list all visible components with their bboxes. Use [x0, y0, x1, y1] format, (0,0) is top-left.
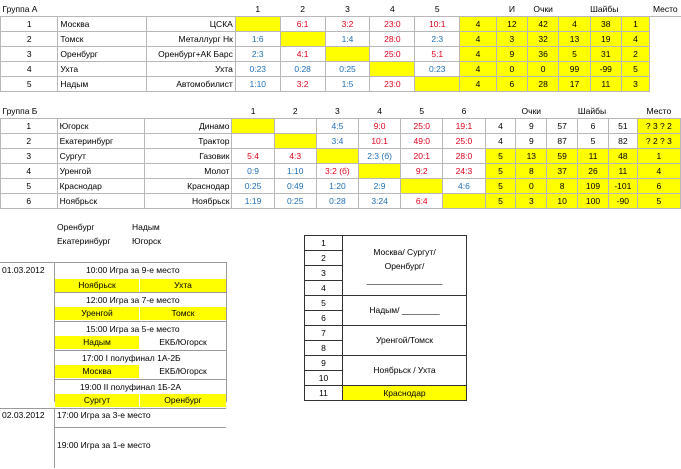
col-5: 5 — [415, 2, 460, 17]
score-cell: 1:6 — [235, 32, 280, 47]
col-2: 2 — [280, 2, 325, 17]
team-row — [1, 164, 681, 179]
score-cell: 0:9 — [232, 164, 274, 179]
pair-a1: Оренбург — [57, 222, 95, 232]
col-place: Место — [637, 104, 680, 119]
col-pucks: Шайбы — [547, 104, 638, 119]
points: 12 — [496, 17, 527, 32]
score-cell: 2:3 — [235, 47, 280, 62]
places-5-6: Надым/ ________ — [343, 296, 467, 326]
team-number: 5 — [1, 179, 58, 194]
score-cell — [274, 119, 316, 134]
score-cell: 3:2 (б) — [316, 164, 358, 179]
col-1: 1 — [235, 2, 280, 17]
game6-title: 17:00 Игра за 3-е место — [57, 410, 151, 420]
team-row — [1, 77, 681, 92]
games-played: 4 — [485, 134, 516, 149]
game1-right: Ухта — [140, 279, 226, 292]
points: 3 — [496, 32, 527, 47]
team-row — [1, 134, 681, 149]
team-number: 3 — [1, 47, 58, 62]
col-points: Очки — [528, 2, 559, 17]
goals-against: 109 — [578, 179, 609, 194]
day2-date: 02.03.2012 — [2, 410, 45, 420]
score-cell: 6:4 — [401, 194, 443, 209]
games-played: 5 — [485, 179, 516, 194]
col-3: 3 — [316, 104, 358, 119]
goal-diff: 48 — [608, 149, 637, 164]
goals-for: 57 — [547, 119, 578, 134]
team-name: Металлург Нк — [147, 32, 236, 47]
points: 13 — [516, 149, 547, 164]
col-3: 3 — [325, 2, 370, 17]
score-cell — [235, 17, 280, 32]
goals-for: 37 — [547, 164, 578, 179]
day1-date: 01.03.2012 — [2, 265, 45, 275]
team-city: Югорск — [57, 119, 144, 134]
games-played: 5 — [485, 194, 516, 209]
score-cell: 23:0 — [370, 77, 415, 92]
game1-left: Ноябрьск — [55, 279, 139, 292]
place-8: 8 — [305, 341, 343, 356]
col-5: 5 — [401, 104, 443, 119]
games-played: 4 — [460, 62, 497, 77]
games-played: 4 — [460, 17, 497, 32]
col-pucks: Шайбы — [559, 2, 650, 17]
goal-diff: -99 — [590, 62, 621, 77]
score-cell: 2:9 — [359, 179, 401, 194]
pair-b2: Югорск — [132, 236, 161, 246]
score-cell: 49:0 — [401, 134, 443, 149]
score-cell — [415, 77, 460, 92]
goal-diff: 82 — [608, 134, 637, 149]
game2-left: Уренгой — [55, 307, 139, 320]
goal-diff: 11 — [590, 77, 621, 92]
score-cell: 1:10 — [274, 164, 316, 179]
team-row — [1, 149, 681, 164]
team-number: 6 — [1, 194, 58, 209]
col-4: 4 — [370, 2, 415, 17]
group-a-header — [1, 2, 681, 17]
score-cell — [325, 47, 370, 62]
goals-against: 5 — [559, 47, 590, 62]
games-played: 4 — [460, 77, 497, 92]
group-b-title: Группа Б — [1, 104, 232, 119]
team-city: Ухта — [58, 62, 147, 77]
team-city: Надым — [58, 77, 147, 92]
team-city: Краснодар — [57, 179, 144, 194]
top-line-2: Оренбург/ — [384, 260, 425, 271]
games-played: 4 — [485, 119, 516, 134]
score-cell: 5:1 — [415, 47, 460, 62]
game4-title: 17:00 I полуфинал 1А-2Б — [82, 353, 181, 363]
score-cell: 0:28 — [280, 62, 325, 77]
goals-against: 5 — [578, 134, 609, 149]
points: 0 — [516, 179, 547, 194]
team-row — [1, 194, 681, 209]
places-7-8: Уренгой/Томск — [343, 326, 467, 356]
goal-diff: 19 — [590, 32, 621, 47]
place: 5 — [621, 62, 649, 77]
goals-for: 0 — [528, 62, 559, 77]
points: 9 — [496, 47, 527, 62]
score-cell: 4:6 — [443, 179, 485, 194]
score-cell — [443, 194, 485, 209]
place: 3 — [621, 77, 649, 92]
games-played: 4 — [460, 32, 497, 47]
games-played: 5 — [485, 164, 516, 179]
top-line-1: Москва/ Сургут/ — [373, 246, 436, 257]
team-row — [1, 179, 681, 194]
score-cell: 9:0 — [359, 119, 401, 134]
goal-diff: 11 — [608, 164, 637, 179]
team-name: ЦСКА — [147, 17, 236, 32]
place-2: 2 — [305, 251, 343, 266]
points: 6 — [496, 77, 527, 92]
game5-right: Оренбург — [140, 394, 226, 407]
place: 2 — [621, 47, 649, 62]
place: 6 — [637, 179, 680, 194]
score-cell — [316, 149, 358, 164]
game3-left: Надым — [55, 336, 139, 349]
team-city: Ноябрьск — [57, 194, 144, 209]
place: 1 — [637, 149, 680, 164]
score-cell: 25:0 — [370, 47, 415, 62]
team-name: Краснодар — [145, 179, 232, 194]
goals-against: 26 — [578, 164, 609, 179]
score-cell: 1:19 — [232, 194, 274, 209]
score-cell: 3:2 — [280, 77, 325, 92]
score-cell: 10:1 — [359, 134, 401, 149]
team-number: 2 — [1, 32, 58, 47]
game3-right: ЕКБ/Югорск — [159, 337, 207, 347]
team-number: 5 — [1, 77, 58, 92]
score-cell: 3:4 — [316, 134, 358, 149]
score-cell — [232, 119, 274, 134]
score-cell — [401, 179, 443, 194]
score-cell: 4:5 — [316, 119, 358, 134]
points: 3 — [516, 194, 547, 209]
score-cell: 0:23 — [235, 62, 280, 77]
place-3: 3 — [305, 266, 343, 281]
col-place: Место — [650, 2, 681, 17]
final-standings-table — [304, 235, 467, 401]
score-cell: 24:3 — [443, 164, 485, 179]
game4-left: Москва — [55, 365, 139, 378]
goals-for: 42 — [528, 17, 559, 32]
score-cell: 1:5 — [325, 77, 370, 92]
score-cell: 25:0 — [443, 134, 485, 149]
place-10: 10 — [305, 371, 343, 386]
group-a-title: Группа А — [1, 2, 236, 17]
team-name: Ухта — [147, 62, 236, 77]
score-cell: 19:1 — [443, 119, 485, 134]
places-9-10: Ноябрьск / Ухта — [343, 356, 467, 386]
group-b-table — [0, 104, 681, 209]
team-row — [1, 119, 681, 134]
top-places-cell — [343, 236, 467, 296]
score-cell: 25:0 — [401, 119, 443, 134]
score-cell — [280, 32, 325, 47]
team-row — [1, 17, 681, 32]
goal-diff: -101 — [608, 179, 637, 194]
score-cell: 23:0 — [370, 17, 415, 32]
game2-title: 12:00 Игра за 7-е место — [86, 295, 180, 305]
place-11-team: Краснодар — [343, 386, 467, 401]
score-cell: 6:1 — [280, 17, 325, 32]
score-cell: 1:10 — [235, 77, 280, 92]
team-number: 3 — [1, 149, 58, 164]
score-cell: 28:0 — [443, 149, 485, 164]
score-cell: 4:3 — [274, 149, 316, 164]
group-a-table — [0, 2, 681, 92]
game5-left: Сургут — [55, 394, 139, 407]
team-number: 1 — [1, 119, 58, 134]
score-cell: 0:23 — [415, 62, 460, 77]
team-city: Сургут — [57, 149, 144, 164]
place-6: 6 — [305, 311, 343, 326]
goals-against: 11 — [578, 149, 609, 164]
score-cell: 9:2 — [401, 164, 443, 179]
place-7: 7 — [305, 326, 343, 341]
game5-title: 19:00 II полуфинал 1Б-2А — [80, 382, 181, 392]
team-name: Молот — [145, 164, 232, 179]
score-cell: 2:3 (б) — [359, 149, 401, 164]
goals-against: 4 — [559, 17, 590, 32]
goal-diff: 51 — [608, 119, 637, 134]
team-name: Автомобилист — [147, 77, 236, 92]
game1-title: 10:00 Игра за 9-е место — [86, 265, 180, 275]
goals-for: 8 — [547, 179, 578, 194]
team-name: Газовик — [145, 149, 232, 164]
place-5: 5 — [305, 296, 343, 311]
col-games: И — [496, 2, 527, 17]
team-city: Москва — [58, 17, 147, 32]
goals-for: 87 — [547, 134, 578, 149]
goal-diff: 31 — [590, 47, 621, 62]
team-row — [1, 47, 681, 62]
goal-diff: 38 — [590, 17, 621, 32]
team-name: Оренбург+АК Барс — [147, 47, 236, 62]
games-played: 4 — [460, 47, 497, 62]
team-city: Томск — [58, 32, 147, 47]
game7-title: 19:00 Игра за 1-е место — [57, 440, 151, 450]
points: 8 — [516, 164, 547, 179]
score-cell — [232, 134, 274, 149]
score-cell — [274, 134, 316, 149]
goals-for: 28 — [528, 77, 559, 92]
col-2: 2 — [274, 104, 316, 119]
goals-against: 100 — [578, 194, 609, 209]
points: 9 — [516, 134, 547, 149]
place: 4 — [621, 32, 649, 47]
game4-right: ЕКБ/Югорск — [159, 366, 207, 376]
team-name: Ноябрьск — [145, 194, 232, 209]
score-cell: 1:4 — [325, 32, 370, 47]
team-name: Динамо — [145, 119, 232, 134]
score-cell: 0:25 — [232, 179, 274, 194]
col-points: Очки — [516, 104, 547, 119]
goals-for: 36 — [528, 47, 559, 62]
col-6: 6 — [443, 104, 485, 119]
col-4: 4 — [359, 104, 401, 119]
score-cell: 3:2 — [325, 17, 370, 32]
place: 1 — [621, 17, 649, 32]
score-cell — [370, 62, 415, 77]
place: 4 — [637, 164, 680, 179]
team-number: 1 — [1, 17, 58, 32]
place-9: 9 — [305, 356, 343, 371]
pair-a2: Надым — [132, 222, 160, 232]
score-cell: 5:4 — [232, 149, 274, 164]
team-name: Трактор — [145, 134, 232, 149]
team-number: 2 — [1, 134, 58, 149]
place: 5 — [637, 194, 680, 209]
team-city: Оренбург — [58, 47, 147, 62]
team-city: Екатеринбург — [57, 134, 144, 149]
score-cell: 0:25 — [325, 62, 370, 77]
team-row — [1, 32, 681, 47]
score-cell: 1:20 — [316, 179, 358, 194]
goals-against: 6 — [578, 119, 609, 134]
score-cell: 20:1 — [401, 149, 443, 164]
goals-against: 13 — [559, 32, 590, 47]
score-cell: 10:1 — [415, 17, 460, 32]
team-city: Уренгой — [57, 164, 144, 179]
group-b-header — [1, 104, 681, 119]
games-played: 5 — [485, 149, 516, 164]
col-1: 1 — [232, 104, 274, 119]
score-cell: 0:28 — [316, 194, 358, 209]
goals-for: 59 — [547, 149, 578, 164]
score-cell: 0:49 — [274, 179, 316, 194]
game2-right: Томск — [140, 307, 226, 320]
place-11: 11 — [305, 386, 343, 401]
pair-b1: Екатеринбург — [57, 236, 111, 246]
score-cell: 2:3 — [415, 32, 460, 47]
goals-for: 32 — [528, 32, 559, 47]
place: ? 3 ? 2 — [637, 119, 680, 134]
goals-against: 99 — [559, 62, 590, 77]
team-row — [1, 62, 681, 77]
score-cell: 0:25 — [274, 194, 316, 209]
top-line-3: ________________ — [366, 274, 443, 285]
place-1: 1 — [305, 236, 343, 251]
score-cell: 3:24 — [359, 194, 401, 209]
goals-for: 10 — [547, 194, 578, 209]
game3-title: 15:00 Игра за 5-е место — [86, 324, 180, 334]
points: 0 — [496, 62, 527, 77]
points: 9 — [516, 119, 547, 134]
score-cell — [359, 164, 401, 179]
goals-against: 17 — [559, 77, 590, 92]
team-number: 4 — [1, 62, 58, 77]
place: ? 2 ? 3 — [637, 134, 680, 149]
score-cell: 28:0 — [370, 32, 415, 47]
place-4: 4 — [305, 281, 343, 296]
score-cell: 4:1 — [280, 47, 325, 62]
goal-diff: -90 — [608, 194, 637, 209]
team-number: 4 — [1, 164, 58, 179]
